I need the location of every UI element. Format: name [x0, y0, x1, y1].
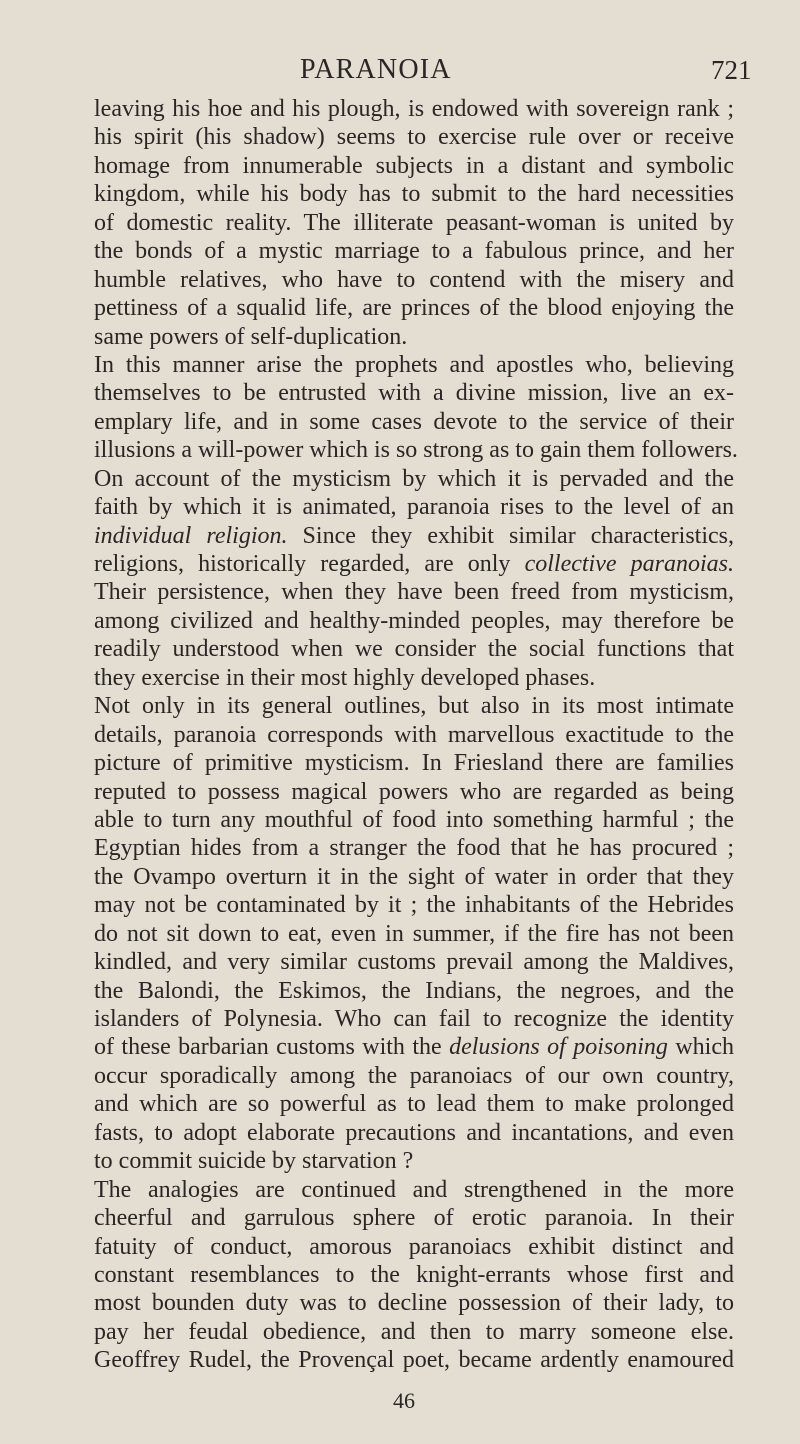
text-segment: reputed to possess magical powers who are regarded as being: [94, 778, 734, 805]
text-segment: details, paranoia corresponds with marvellous exactitude to the: [94, 721, 734, 748]
running-head: [0, 50, 800, 90]
text-segment: On account of the mysticism by which it is pervaded and the: [94, 465, 734, 492]
text-line: [94, 578, 734, 606]
text-line: [94, 209, 734, 237]
text-segment: homage from innumerable subjects in a distant and symbolic: [94, 152, 734, 179]
text-segment: faith by which it is animated, paranoia rises to the level of an: [94, 494, 734, 521]
text-segment: In this manner arise the prophets and apostles who, believing: [94, 351, 734, 378]
text-line: [94, 323, 734, 351]
text-line: [94, 635, 734, 663]
text-line: [94, 721, 734, 749]
text-line: [94, 1119, 734, 1147]
text-segment: picture of primitive mysticism. In Friesland there are families: [94, 750, 734, 777]
text-segment: same powers of self-duplication.: [94, 323, 408, 350]
text-segment: kindled, and very similar customs prevail among the Maldives,: [94, 949, 734, 976]
text-segment: readily understood when we consider the social functions that: [94, 636, 734, 663]
text-line: [94, 1346, 734, 1374]
text-segment: humble relatives, who have to contend with the misery and: [94, 266, 734, 293]
body-text: [94, 95, 738, 1375]
text-line: [94, 834, 734, 862]
text-line: [94, 920, 734, 948]
text-segment: cheerful and garrulous sphere of erotic paranoia. In their: [94, 1205, 734, 1232]
text-line: [94, 1033, 734, 1061]
text-segment: Their persistence, when they have been freed from mysticism,: [94, 579, 734, 606]
text-segment: themselves to be entrusted with a divine mission, live an ex-: [94, 380, 734, 407]
text-segment: most bounden duty was to decline possession of their lady, to: [94, 1290, 734, 1317]
text-segment: which: [667, 1034, 735, 1061]
signature-mark: 46: [393, 1388, 415, 1413]
text-line: [94, 1090, 734, 1118]
text-line: [94, 1176, 734, 1204]
text-line: [94, 95, 734, 123]
page-title: PARANOIA: [300, 54, 452, 85]
text-line: [94, 977, 734, 1005]
text-line: [94, 351, 734, 379]
text-line: [94, 152, 734, 180]
text-line: [94, 436, 738, 464]
page-number: 721: [711, 55, 752, 85]
text-segment: able to turn any mouthful of food into something harmful ; the: [94, 806, 734, 833]
text-segment: the Ovampo overturn it in the sight of water in order that they: [94, 863, 734, 890]
text-segment: of domestic reality. The illiterate peasant-woman is united by: [94, 209, 734, 236]
text-segment: and which are so powerful as to lead them to make prolonged: [94, 1091, 734, 1118]
text-line: [94, 180, 734, 208]
text-segment: pay her feudal obedience, and then to marry someone else.: [94, 1318, 734, 1345]
text-line: [94, 1261, 734, 1289]
text-segment: to commit suicide by starvation ?: [94, 1148, 414, 1175]
text-line: [94, 550, 734, 578]
text-segment: emplary life, and in some cases devote to the service of their: [94, 408, 734, 435]
text-line: [94, 664, 734, 692]
text-line: [94, 778, 734, 806]
text-line: [94, 379, 734, 407]
italic-text: individual religion.: [94, 522, 288, 549]
text-line: [94, 806, 734, 834]
text-segment: fasts, to adopt elaborate precautions and incantations, and even: [94, 1119, 734, 1146]
text-segment: Egyptian hides from a stranger the food that he has procured ;: [94, 835, 734, 862]
text-segment: fatuity of conduct, amorous paranoiacs exhibit distinct and: [94, 1233, 734, 1260]
text-line: [94, 1233, 734, 1261]
text-segment: illusions a will-power which is so strong as to gain them followers.: [94, 437, 738, 464]
text-line: [94, 493, 734, 521]
text-line: [94, 465, 734, 493]
text-segment: The analogies are continued and strengthened in the more: [94, 1176, 734, 1203]
text-segment: kingdom, while his body has to submit to the hard necessities: [94, 181, 734, 208]
text-line: [94, 266, 734, 294]
text-segment: occur sporadically among the paranoiacs of our own country,: [94, 1062, 734, 1089]
text-segment: do not sit down to eat, even in summer, if the fire has not been: [94, 920, 734, 947]
text-segment: of these barbarian customs with the: [94, 1034, 450, 1061]
text-line: [94, 237, 734, 265]
text-line: [94, 1005, 734, 1033]
text-line: [94, 1204, 734, 1232]
text-line: [94, 863, 734, 891]
italic-text: collective paranoias.: [524, 551, 734, 577]
text-line: [94, 692, 734, 720]
text-segment: pettiness of a squalid life, are princes of the blood enjoying the: [94, 295, 734, 322]
text-segment: among civilized and healthy-minded peoples, may therefore be: [94, 607, 734, 634]
text-segment: Since they exhibit similar characteristics,: [287, 522, 735, 549]
text-line: [94, 123, 734, 151]
text-segment: islanders of Polynesia. Who can fail to recognize the identity: [94, 1006, 734, 1032]
text-line: [94, 408, 734, 436]
text-segment: Geoffrey Rudel, the Provençal poet, became ardently enamoured: [94, 1347, 734, 1374]
text-line: [94, 1318, 734, 1346]
text-line: [94, 294, 734, 322]
text-line: [94, 1289, 734, 1317]
text-line: [94, 522, 734, 550]
text-segment: the Balondi, the Eskimos, the Indians, the negroes, and the: [94, 977, 734, 1004]
text-segment: religions, historically regarded, are only: [94, 551, 525, 577]
text-segment: constant resemblances to the knight-errants whose first and: [94, 1261, 734, 1288]
text-segment: the bonds of a mystic marriage to a fabulous prince, and her: [94, 238, 734, 265]
text-line: [94, 1147, 734, 1175]
text-segment: Not only in its general outlines, but also in its most intimate: [94, 693, 734, 720]
text-segment: they exercise in their most highly developed phases.: [94, 664, 596, 691]
text-segment: his spirit (his shadow) seems to exercise rule over or receive: [94, 124, 734, 151]
text-line: [94, 948, 734, 976]
text-line: [94, 1062, 734, 1090]
text-line: [94, 891, 734, 919]
italic-text: delusions of poisoning: [449, 1034, 668, 1061]
text-segment: may not be contaminated by it ; the inhabitants of the Hebrides: [94, 892, 734, 919]
text-line: [94, 749, 734, 777]
text-segment: leaving his hoe and his plough, is endowed with sovereign rank ;: [94, 96, 734, 122]
text-line: [94, 607, 734, 635]
